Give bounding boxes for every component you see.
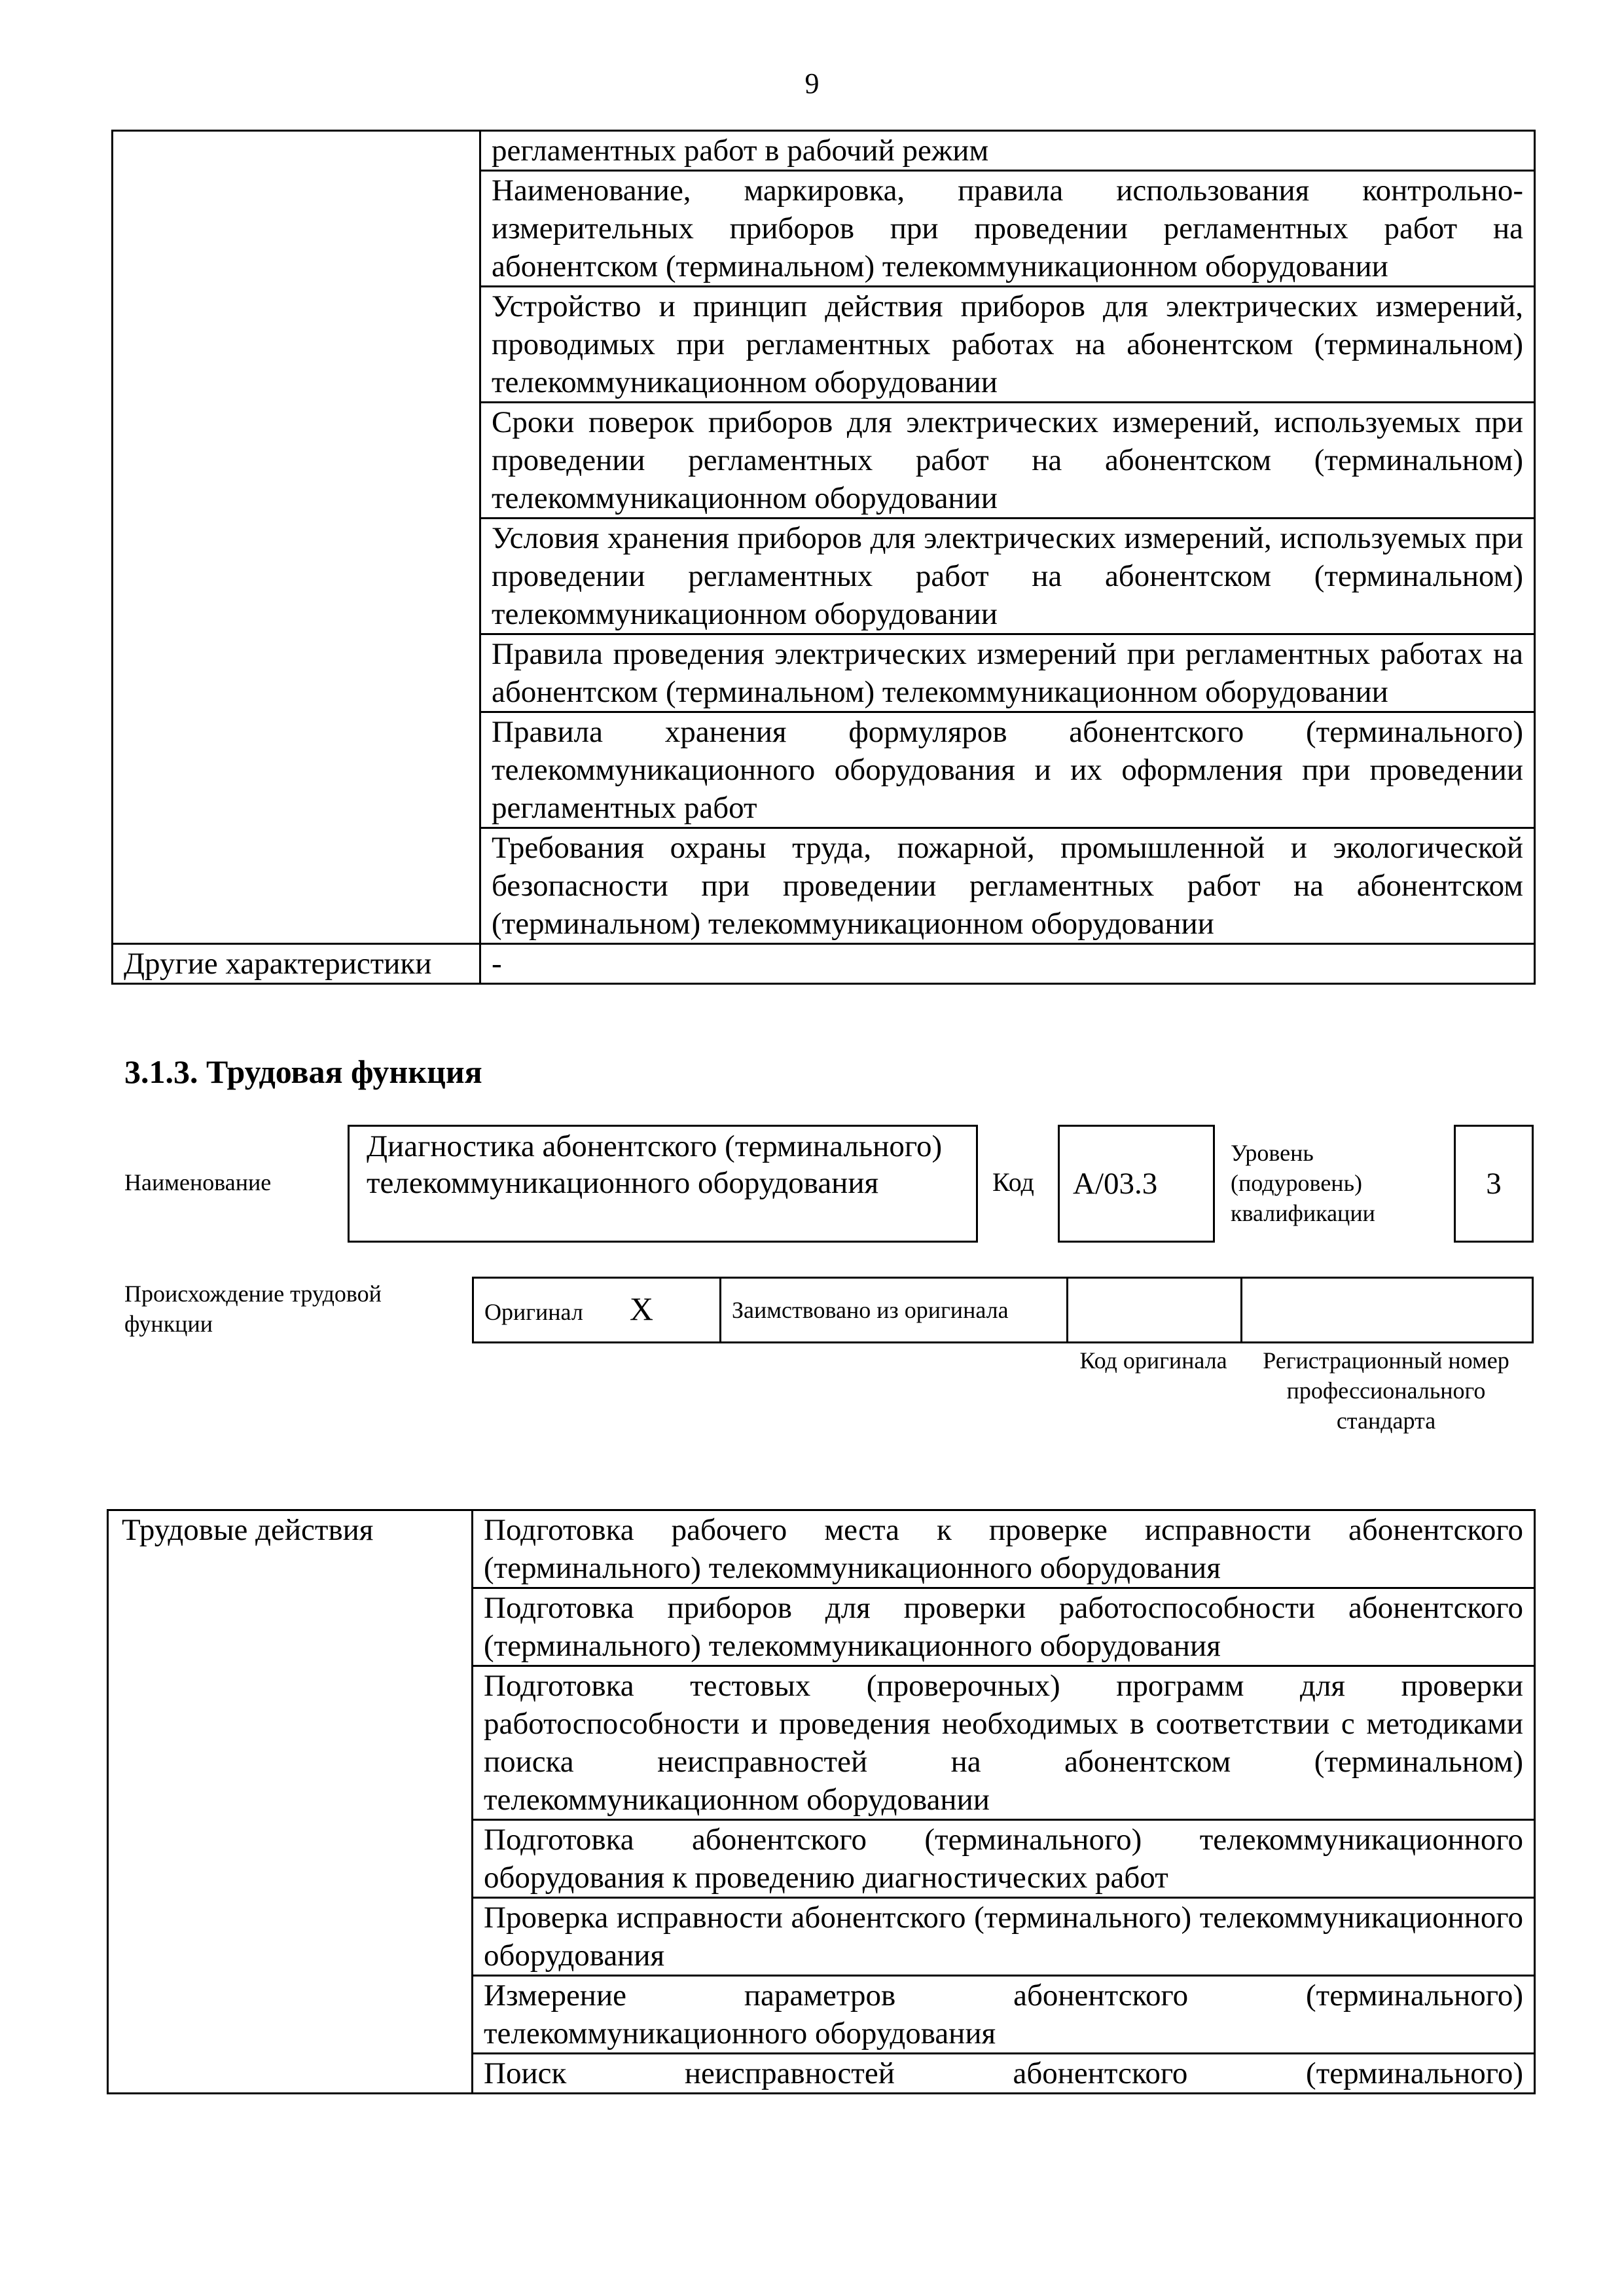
labor-actions-table — [107, 1509, 1536, 2094]
original-cell — [473, 1278, 721, 1343]
code-value-text: А/03.3 — [1073, 1167, 1158, 1201]
table-cell-left-empty — [113, 131, 480, 944]
borrowed-label: Заимствовано из оригинала — [721, 1278, 1068, 1343]
table-cell: Проверка исправности абонентского (терминального) телекоммуникационного оборудования — [473, 1898, 1535, 1976]
table-cell: Подготовка абонентского (терминального) телекоммуникационного оборудования к проведению диагностических работ — [473, 1820, 1535, 1898]
level-value — [1454, 1125, 1534, 1243]
table-cell: Подготовка рабочего места к проверке исправности абонентского (терминального) телекоммуникационного оборудования — [473, 1510, 1535, 1588]
table-cell: Поиск неисправностей абонентского (терминального) — [473, 2054, 1535, 2094]
original-label: Оригинал — [484, 1298, 583, 1325]
level-label: Уровень (подуровень) квалификации — [1231, 1140, 1375, 1226]
table-cell: Устройство и принцип действия приборов для электрических измерений, проводимых при регламентных работах на абонентском (терминальном) телекоммуникационном оборудовании — [480, 287, 1535, 403]
table-cell: Сроки поверок приборов для электрических измерений, используемых при проведении регламентных работ на абонентском (терминальном) телекоммуникационном оборудовании — [480, 403, 1535, 519]
original-mark: X — [629, 1290, 653, 1327]
table-cell: Правила проведения электрических измерений при регламентных работах на абонентском (терминальном) телекоммуникационном оборудовании — [480, 634, 1535, 712]
knowledge-table — [111, 130, 1536, 985]
table-row — [473, 1278, 1533, 1343]
section-heading: 3.1.3. Трудовая функция — [124, 1053, 482, 1090]
table-cell: Подготовка приборов для проверки работоспособности абонентского (терминального) телекоммуникационного оборудования — [473, 1588, 1535, 1666]
origin-label: Происхождение трудовой функции — [124, 1281, 382, 1337]
origin-reg-cell — [1242, 1278, 1533, 1343]
code-value — [1058, 1125, 1215, 1243]
table-cell: Требования охраны труда, пожарной, промышленной и экологической безопасности при проведении регламентных работ на абонентском (терминальном) телекоммуникационном оборудовании — [480, 828, 1535, 944]
other-characteristics-value: - — [480, 944, 1535, 984]
table-row — [108, 1510, 1535, 1588]
reg-number-caption: Регистрационный номер профессионального стандарта — [1263, 1347, 1509, 1434]
other-characteristics-label: Другие характеристики — [113, 944, 480, 984]
table-cell: Правила хранения формуляров абонентского (терминального) телекоммуникационного оборудования и их оформления при проведении регламентных работ — [480, 712, 1535, 828]
table-cell: Подготовка тестовых (проверочных) программ для проверки работоспособности и проведения необходимых в соответствии с методиками поиска неисправностей на абонентском (терминальном) телекоммуникационном оборудовании — [473, 1666, 1535, 1820]
table-cell: Измерение параметров абонентского (терминального) телекоммуникационного оборудования — [473, 1976, 1535, 2054]
origin-code-caption: Код оригинала — [1079, 1347, 1227, 1374]
page-number: 9 — [804, 67, 820, 100]
labor-actions-label: Трудовые действия — [108, 1510, 473, 2094]
level-value-text: 3 — [1486, 1167, 1502, 1201]
function-name-value: Диагностика абонентского (терминального) телекоммуникационного оборудования — [348, 1125, 978, 1243]
origin-table — [472, 1277, 1534, 1343]
origin-code-cell — [1068, 1278, 1242, 1343]
name-label: Наименование — [124, 1169, 272, 1195]
table-cell: Условия хранения приборов для электрических измерений, используемых при проведении регламентных работ на абонентском (терминальном) телекоммуникационном оборудовании — [480, 519, 1535, 634]
table-cell: Наименование, маркировка, правила использования контрольно-измерительных приборов при проведении регламентных работ на абонентском (терминальном) телекоммуникационном оборудовании — [480, 171, 1535, 287]
code-label: Код — [992, 1167, 1034, 1197]
table-row — [113, 944, 1535, 984]
table-row — [113, 131, 1535, 171]
table-cell: регламентных работ в рабочий режим — [480, 131, 1535, 171]
